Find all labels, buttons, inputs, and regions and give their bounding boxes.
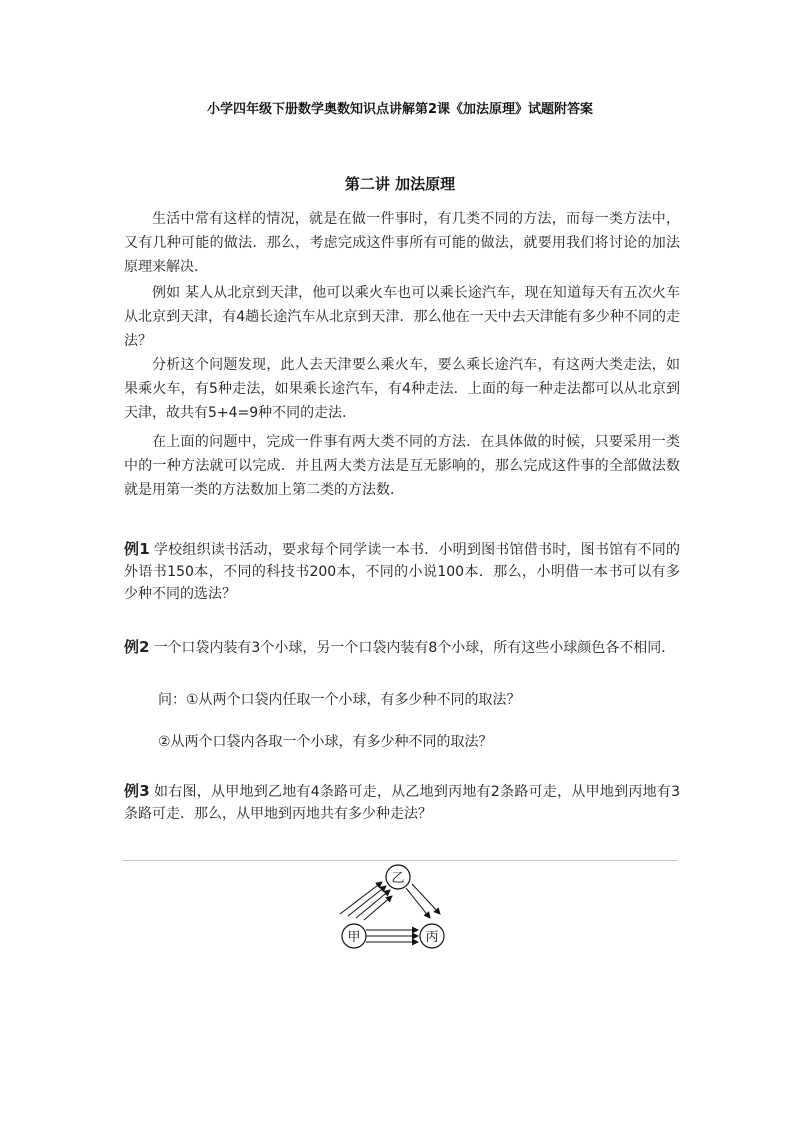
page-header-title: 小学四年级下册数学奥数知识点讲解第2课《加法原理》试题附答案: [206, 102, 594, 117]
route-diagram: [330, 862, 470, 958]
principle-paragraph: 在上面的问题中，完成一件事有两大类不同的方法．在具体做的时候，只要采用一类中的一种方法就可以完成．并且两大类方法是互无影响的，那么完成这件事的全部做法数就是用第一类的方法数加上第二类的方法数．: [124, 434, 680, 498]
route-yi-bing-2: [412, 884, 440, 914]
example-scenario-paragraph: 例如 某人从北京到天津，他可以乘火车也可以乘长途汽车，现在知道每天有五次火车从北京到天津，有4趟长途汽车从北京到天津．那么他在一天中去天津能有多少种不同的走法？: [124, 285, 680, 349]
example-3: [124, 780, 680, 825]
route-jia-yi-2: [348, 886, 386, 916]
node-yi: [386, 865, 410, 889]
lesson-title: 第二讲 加法原理: [344, 175, 456, 193]
example-3-label: 例3: [124, 782, 150, 800]
example-2-label: 例2: [124, 638, 150, 656]
analysis-paragraph: 分析这个问题发现，此人去天津要么乘火车，要么乘长途汽车，有这两大类走法，如果乘火车，有5种走法，如果乘长途汽车，有4种走法．上面的每一种走法都可以从北京到天津，故共有5+4=9种不同的走法．: [124, 357, 680, 421]
node-jia: [342, 924, 366, 948]
node-jia-label: 甲: [347, 930, 361, 945]
intro-paragraph: 生活中常有这样的情况，就是在做一件事时，有几类不同的方法，而每一类方法中，又有几种可能的做法．那么，考虑完成这件事所有可能的做法，就要用我们将讨论的加法原理来解决．: [124, 211, 680, 275]
example-1: [124, 538, 680, 605]
example-2-question-2: ②从两个口袋内各取一个小球，有多少种不同的取法？: [158, 734, 493, 750]
node-yi-label: 乙: [391, 871, 405, 886]
example-2-text: 一个口袋内装有3个小球，另一个口袋内装有8个小球，所有这些小球颜色各不相同．: [153, 640, 676, 656]
route-yi-bing-1: [406, 888, 430, 918]
node-bing: [420, 924, 444, 948]
route-jia-yi-1: [340, 882, 382, 914]
example-1-label: 例1: [124, 540, 150, 558]
example-2: [124, 636, 680, 659]
example-2-question-1: 问：①从两个口袋内任取一个小球，有多少种不同的取法？: [158, 692, 521, 708]
section-divider: [122, 860, 678, 861]
example-3-text: 如右图，从甲地到乙地有4条路可走，从乙地到丙地有2条路可走，从甲地到丙地有3条路可走．那么，从甲地到丙地共有多少种走法？: [124, 784, 680, 822]
route-jia-yi-3: [356, 890, 390, 918]
example-1-text: 学校组织读书活动，要求每个同学读一本书．小明到图书馆借书时，图书馆有不同的外语书150本，不同的科技书200本，不同的小说100本．那么，小明借一本书可以有多少种不同的选法？: [124, 542, 681, 602]
node-bing-label: 丙: [425, 930, 439, 945]
